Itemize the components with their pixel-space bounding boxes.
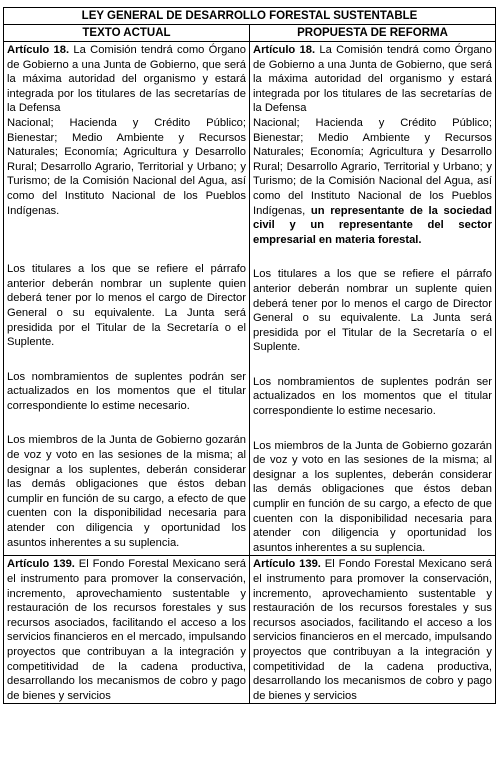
paragraph: Los nombramientos de suplentes podrán ser actualizados en los momentos que el titular correspondiente lo estime necesario. <box>253 375 492 418</box>
column-header-proposal: PROPUESTA DE REFORMA <box>250 25 496 42</box>
paragraph: Los nombramientos de suplentes podrán ser actualizados en los momentos que el titular correspondiente lo estime necesario. <box>7 370 246 412</box>
paragraph <box>253 116 492 247</box>
proposal-text-cell-article-139 <box>250 556 496 704</box>
paragraph-text: La Comisión tendrá como Órgano de Gobierno a una Junta de Gobierno, que será la máxima autoridad del organismo y estará integrada por los titulares de las secretarías de la Defensa <box>7 44 246 115</box>
article-heading: Artículo 18. <box>253 44 316 56</box>
document-page <box>3 7 496 759</box>
table-row <box>4 42 496 556</box>
table-row <box>4 556 496 704</box>
current-text-cell-article-139 <box>4 556 250 704</box>
paragraph-text: El Fondo Forestal Mexicano será el instrumento para promover la conservación, incremento, aprovechamiento sustentable y restauración de los recursos forestales y sus recursos asociados, facilitando el acceso a los servicios financieros en el mercado, impulsando proyectos que contribuyan a la integración y competitividad de la cadena productiva, desarrollando los mecanismos de cobro y pago de bienes y servicios <box>7 558 246 702</box>
paragraph: Los titulares a los que se refiere el párrafo anterior deberán nombrar un suplente quien deberá tener por lo menos el cargo de Director General o su equivalente. La Junta será presidida por el Titular de la Secretaría o el Suplente. <box>253 268 492 354</box>
paragraph: Los miembros de la Junta de Gobierno gozarán de voz y voto en las sesiones de la misma; al designar a los suplentes, deberán considerar las demás obligaciones que éstos deban cumplir en función de su cargo, a efecto de que cuenten con la disponibilidad necesaria para atender con diligencia y oportunidad los asuntos inherentes a su suplencia. <box>7 434 246 549</box>
comparison-table <box>3 7 496 704</box>
paragraph <box>7 557 246 703</box>
paragraph-text: Nacional; Hacienda y Crédito Público; Bienestar; Medio Ambiente y Recursos Naturales; Economía; Agricultura y Desarrollo Rural; Desarrollo Agrario, Territorial y Urbano; y Turismo; de la Comisión Nacional del Agua, así como del Instituto Nacional de los Pueblos Indígenas, <box>253 116 492 217</box>
column-header-current: TEXTO ACTUAL <box>4 25 250 42</box>
paragraph <box>253 43 492 116</box>
proposal-text-cell-article-18 <box>250 42 496 556</box>
article-heading: Artículo 139. <box>7 558 75 571</box>
added-text-highlight: un representante de la sociedad civil y un representante del sector empresarial en materia forestal. <box>253 204 492 246</box>
column-header-row <box>4 25 496 42</box>
title-row <box>4 8 496 25</box>
table-title: LEY GENERAL DE DESARROLLO FORESTAL SUSTENTABLE <box>4 8 496 25</box>
paragraph-text: La Comisión tendrá como Órgano de Gobierno a una Junta de Gobierno, que será la máxima autoridad del organismo y estará integrada por los titulares de las secretarías de la Defensa <box>253 44 492 115</box>
paragraph: Los miembros de la Junta de Gobierno gozarán de voz y voto en las sesiones de la misma; al designar a los suplentes, deberán considerar las demás obligaciones que éstos deban cumplir en función de su cargo, a efecto de que cuenten con la disponibilidad necesaria para atender con diligencia y oportunidad los asuntos inherentes a su suplencia. <box>253 439 492 554</box>
article-heading: Artículo 139. <box>253 558 321 571</box>
paragraph <box>7 43 246 116</box>
paragraph <box>253 557 492 703</box>
paragraph: Nacional; Hacienda y Crédito Público; Bienestar; Medio Ambiente y Recursos Naturales; Economía; Agricultura y Desarrollo Rural; Desarrollo Agrario, Territorial y Urbano; y Turismo; de la Comisión Nacional del Agua, así como del Instituto Nacional de los Pueblos Indígenas. <box>7 116 246 217</box>
current-text-cell-article-18 <box>4 42 250 556</box>
article-heading: Artículo 18. <box>7 44 70 56</box>
paragraph-text: El Fondo Forestal Mexicano será el instrumento para promover la conservación, incremento, aprovechamiento sustentable y restauración de los recursos forestales y sus recursos asociados, facilitando el acceso a los servicios financieros en el mercado, impulsando proyectos que contribuyan a la integración y competitividad de la cadena productiva, desarrollando los mecanismos de cobro y pago de bienes y servicios <box>253 558 492 702</box>
paragraph: Los titulares a los que se refiere el párrafo anterior deberán nombrar un suplente quien deberá tener por lo menos el cargo de Director General o su equivalente. La Junta será presidida por el Titular de la Secretaría o el Suplente. <box>7 263 246 349</box>
